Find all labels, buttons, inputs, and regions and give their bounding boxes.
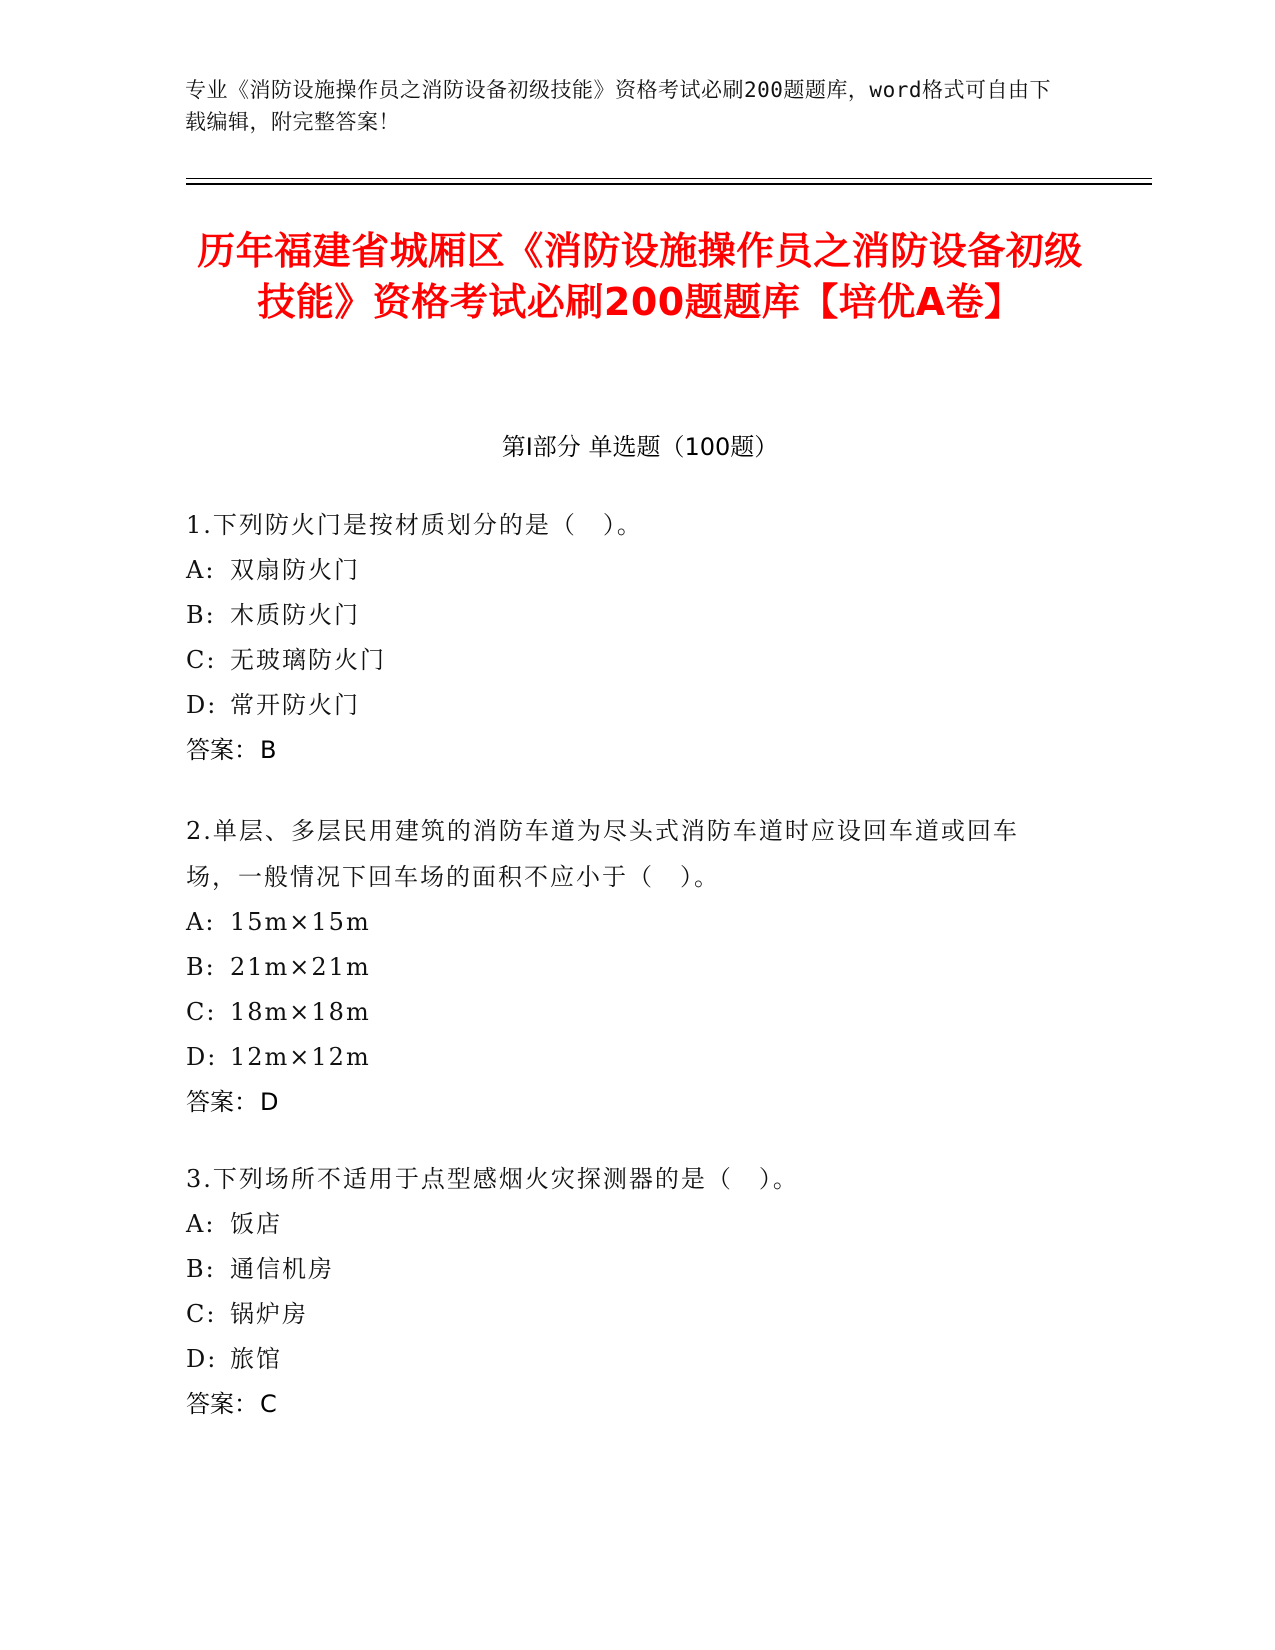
answer-line: [186, 1080, 1066, 1125]
option-a: [186, 900, 1066, 945]
option-c: [186, 990, 1066, 1035]
header-divider-thick: [186, 183, 1152, 185]
option-letter: B:: [186, 1255, 216, 1283]
section-heading: 第Ⅰ部分 单选题（100题）: [501, 433, 779, 461]
header-divider-thin: [186, 178, 1152, 179]
document-title: 历年福建省城厢区《消防设施操作员之消防设备初级技能》资格考试必刷200题题库【培优A卷】: [197, 229, 1083, 324]
option-text: 21m×21m: [230, 953, 371, 981]
option-c: [186, 1292, 1066, 1337]
option-letter: C:: [186, 998, 217, 1026]
option-text: 木质防火门: [230, 601, 360, 629]
option-a: [186, 1202, 1066, 1247]
answer-value: B: [260, 736, 277, 764]
option-d: [186, 1337, 1066, 1382]
answer-label: 答案：: [186, 736, 258, 764]
option-text: 12m×12m: [230, 1043, 371, 1071]
option-letter: B:: [186, 601, 216, 629]
option-letter: D:: [186, 1043, 218, 1071]
option-text: 通信机房: [230, 1255, 334, 1283]
answer-label: 答案：: [186, 1088, 258, 1116]
option-b: [186, 593, 1066, 638]
option-b: [186, 1247, 1066, 1292]
answer-value: D: [260, 1088, 279, 1116]
option-text: 双扇防火门: [230, 556, 360, 584]
option-d: [186, 1035, 1066, 1080]
option-d: [186, 683, 1066, 728]
option-letter: A:: [186, 908, 216, 936]
question-1: [186, 502, 1066, 773]
option-c: [186, 638, 1066, 683]
option-text: 锅炉房: [230, 1300, 308, 1328]
option-text: 18m×18m: [230, 998, 371, 1026]
option-text: 饭店: [230, 1210, 282, 1238]
question-3: [186, 1156, 1066, 1427]
option-text: 常开防火门: [230, 691, 360, 719]
option-letter: C:: [186, 646, 217, 674]
option-letter: D:: [186, 691, 218, 719]
header-note: 专业《消防设施操作员之消防设备初级技能》资格考试必刷200题题库，word格式可自由下载编辑，附完整答案！: [185, 78, 1051, 134]
answer-value: C: [260, 1390, 277, 1418]
option-letter: D:: [186, 1345, 218, 1373]
option-letter: B:: [186, 953, 216, 981]
option-b: [186, 945, 1066, 990]
answer-label: 答案：: [186, 1390, 258, 1418]
question-stem: 2.单层、多层民用建筑的消防车道为尽头式消防车道时应设回车道或回车场，一般情况下回车场的面积不应小于（ ）。: [186, 817, 1019, 891]
option-a: [186, 548, 1066, 593]
question-stem: 1.下列防火门是按材质划分的是（ ）。: [186, 511, 643, 539]
option-text: 无玻璃防火门: [230, 646, 386, 674]
answer-line: [186, 1382, 1066, 1427]
option-letter: C:: [186, 1300, 217, 1328]
option-letter: A:: [186, 556, 216, 584]
option-text: 旅馆: [230, 1345, 282, 1373]
question-2: [186, 808, 1066, 1125]
question-stem: 3.下列场所不适用于点型感烟火灾探测器的是（ ）。: [186, 1165, 799, 1193]
option-letter: A:: [186, 1210, 216, 1238]
answer-line: [186, 728, 1066, 773]
option-text: 15m×15m: [230, 908, 371, 936]
